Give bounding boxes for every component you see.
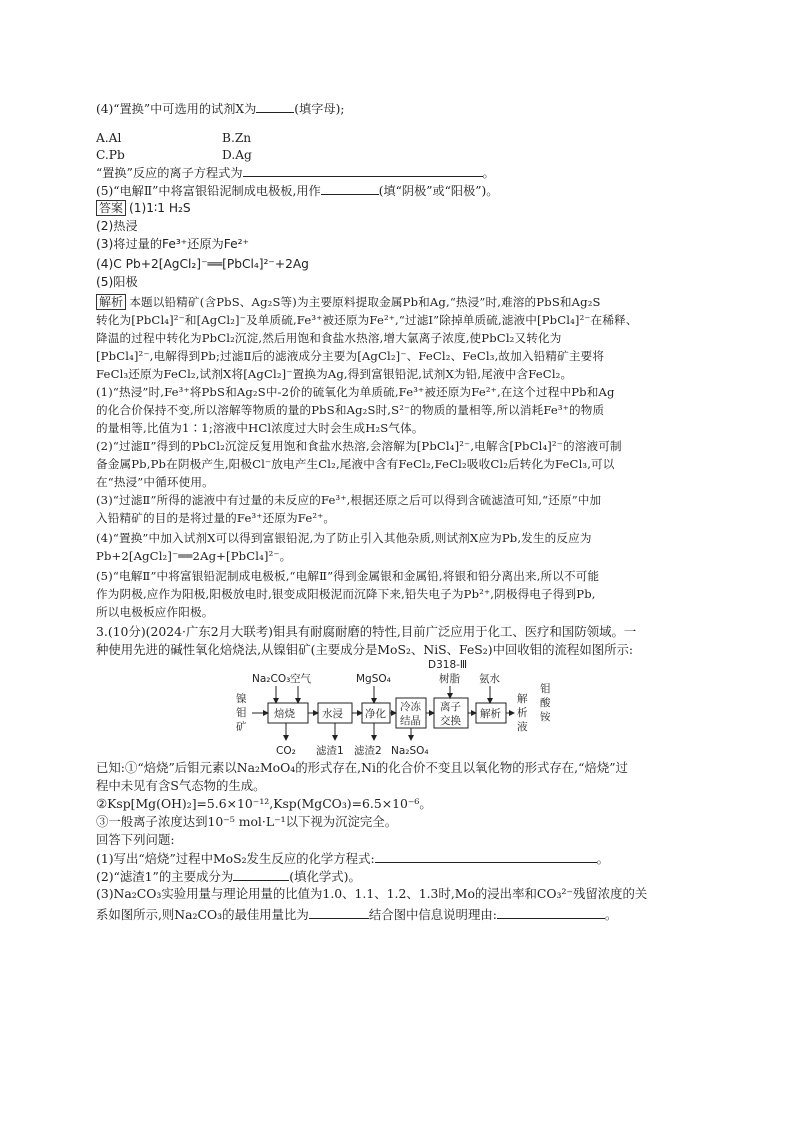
svg-text:析: 析 (517, 707, 528, 719)
svg-text:酸: 酸 (540, 697, 551, 709)
desorb-box: 解析 (480, 708, 501, 720)
answer-line-4: (4)C Pb+2[AgCl₂]⁻══[PbCl₄]²⁻+2Ag (96, 257, 309, 271)
answer-line-3: (3)将过量的Fe³⁺还原为Fe²⁺ (96, 237, 249, 251)
residue1-output-label: 滤渣1 (316, 745, 344, 757)
svg-text:镍: 镍 (236, 693, 247, 705)
ion-exchange-box: 交换 (440, 715, 461, 727)
q5-answer-blank[interactable] (321, 182, 379, 195)
analysis-line: 入铅精矿的目的是将过量的Fe³⁺还原为Fe²⁺。 (96, 511, 336, 525)
option-a: A.Al (96, 131, 122, 145)
analysis-line: [PbCl₄]²⁻,电解得到Pb;过滤Ⅱ后的滤液成分主要为[AgCl₂]⁻、FeCl₂、FeCl₃,故加入铅精矿主要将 (96, 349, 605, 363)
analysis-line: 备金属Pb,Pb在阴极产生,阳极Cl⁻放电产生Cl₂,尾液中含有FeCl₂,FeCl₂吸收Cl₂后转化为FeCl₃,可以 (96, 457, 615, 471)
q3-sub3-line-1: (3)Na₂CO₃实验用量与理论用量的比值为1.0、1.1、1.2、1.3时,Mo的浸出率和CO₃²⁻残留浓度的关 (96, 886, 648, 901)
raw-material-label (236, 692, 247, 733)
known-line-1: 已知:①“焙烧”后钼元素以Na₂MoO₄的形式存在,Ni的化合价不变且以氧化物的形式存在,“焙烧”过 (96, 760, 628, 775)
water-leach-box: 水浸 (322, 708, 343, 720)
svg-text:矿: 矿 (236, 721, 247, 733)
known-line-3: ②Ksp[Mg(OH)₂]=5.6×10⁻¹²,Ksp(MgCO₃)=6.5×10⁻⁶。 (96, 796, 432, 811)
analysis-line: 所以电极板应作阳极。 (96, 605, 214, 619)
desorb-liquid-label (517, 692, 528, 733)
q4-stem: (4)“置换”中可选用的试剂X为 (填字母); (96, 102, 345, 116)
known-line-2: 程中未见有含S气态物的生成。 (96, 778, 266, 793)
svg-text:钼: 钼 (236, 707, 247, 719)
analysis-line: Pb+2[AgCl₂]⁻══2Ag+[PbCl₄]²⁻。 (96, 549, 292, 563)
analysis-line: 转化为[PbCl₄]²⁻和[AgCl₂]⁻及单质硫,Fe³⁺被还原为Fe²⁺,“过滤Ⅰ”除掉单质硫,滤液中[PbCl₄]²⁻在稀释、 (96, 313, 638, 327)
analysis-line: 的化合价保持不变,所以溶解等物质的量的PbS和Ag₂S时,S²⁻的物质的量相等,所以消耗Fe³⁺的物质 (96, 403, 605, 417)
answer-line-2: (2)热浸 (96, 219, 138, 233)
freeze-crystallize-box: 结晶 (400, 715, 421, 727)
known-line-4: ③一般离子浓度达到10⁻⁵ mol·L⁻¹以下视为沉淀完全。 (96, 814, 398, 829)
purify-box: 净化 (365, 708, 386, 720)
svg-text:解: 解 (517, 693, 528, 705)
na2so4-output-label: Na₂SO₄ (391, 745, 429, 757)
q3-sub1-blank[interactable] (375, 850, 597, 863)
analysis-line: (1)“热浸”时,Fe³⁺将PbS和Ag₂S中-2价的硫氧化为单质硫,Fe³⁺被还原为Fe²⁺,在这个过程中Pb和Ag (96, 385, 615, 399)
q4-answer-blank[interactable] (256, 100, 294, 113)
analysis-line: (3)“过滤Ⅱ”所得的滤液中有过量的未反应的Fe³⁺,根据还原之后可以得到含硫滤渣可知,“还原”中加 (96, 493, 602, 507)
freeze-crystallize-box: 冷冻 (400, 701, 421, 713)
product-label (540, 682, 551, 723)
q3-sub2: (2)“滤渣1”的主要成分为 (填化学式)。 (96, 869, 361, 884)
answer-line-1: 答案 (1)1∶1 H₂S (96, 200, 191, 216)
q3-intro-line-1: 3.(10分)(2024·广东2月大联考)钼具有耐腐耐磨的特性,目前广泛应用于化工、医疗和国防领域。一 (96, 624, 637, 639)
process-flow-diagram (230, 656, 560, 760)
answer-prompt: 回答下列问题: (96, 832, 175, 847)
analysis-line: FeCl₃还原为FeCl₂,试剂X将[AgCl₂]⁻置换为Ag,得到富银铅泥,试剂X为铅,尾液中含FeCl₂。 (96, 367, 573, 381)
option-c: C.Pb (96, 148, 125, 162)
svg-text:铵: 铵 (540, 711, 551, 723)
analysis-line: 降温的过程中转化为PbCl₂沉淀,然后用饱和食盐水热溶,增大氯离子浓度,使PbCl₂又转化为 (96, 331, 562, 345)
q5-stem: (5)“电解Ⅱ”中将富银铅泥制成电极板,用作 (填“阴极”或“阳极”)。 (96, 184, 499, 198)
q3-sub1: (1)写出“焙烧”过程中MoS₂发生反应的化学方程式: 。 (96, 851, 610, 866)
resin-input-label: 树脂 (439, 673, 460, 685)
air-input-label: 空气 (290, 673, 311, 685)
option-d: D.Ag (222, 148, 252, 162)
analysis-line: 在“热浸”中循环使用。 (96, 475, 214, 489)
svg-text:液: 液 (517, 721, 528, 733)
co2-output-label: CO₂ (276, 745, 296, 757)
roast-box: 焙烧 (274, 708, 295, 720)
residue2-output-label: 滤渣2 (354, 745, 382, 757)
analysis-line: (2)“过滤Ⅱ”得到的PbCl₂沉淀反复用饱和食盐水热溶,会溶解为[PbCl₄]²⁻,电解含[PbCl₄]²⁻的溶液可制 (96, 439, 622, 453)
q3-sub3-reason-blank[interactable] (497, 906, 605, 919)
q3-sub3-line-2: 系如图所示,则Na₂CO₃的最佳用量比为 结合图中信息说明理由: 。 (96, 907, 618, 922)
q3-intro-line-2: 种使用先进的碱性氧化焙烧法,从镍钼矿(主要成分是MoS₂、NiS、FeS₂)中回收钼的流程如图所示: (96, 642, 634, 657)
answer-line-5: (5)阳极 (96, 275, 138, 289)
mgso4-input-label: MgSO₄ (356, 673, 391, 685)
analysis-line: (4)“置换”中加入试剂X可以得到富银铅泥,为了防止引入其他杂质,则试剂X应为Pb,发生的反应为 (96, 531, 592, 545)
answer-tag: 答案 (96, 200, 126, 216)
analysis-line: 解析 本题以铅精矿(含PbS、Ag₂S等)为主要原料提取金属Pb和Ag,“热浸”时,难溶的PbS和Ag₂S (96, 294, 601, 310)
analysis-line: 作为阴极,应作为阳极,阳极放电时,银变成阳极泥而沉降下来,铅失电子为Pb²⁺,阴极得电子得到Pb, (96, 587, 596, 601)
svg-text:钼: 钼 (540, 683, 551, 695)
q4-ion-equation: “置换”反应的离子方程式为 。 (96, 166, 495, 180)
analysis-tag: 解析 (96, 294, 126, 310)
q3-sub3-ratio-blank[interactable] (309, 906, 369, 919)
analysis-line: (5)“电解Ⅱ”中将富银铅泥制成电极板,“电解Ⅱ”得到金属银和金属铅,将银和铅分离出来,所以不可能 (96, 569, 600, 583)
na2co3-input-label: Na₂CO₃ (252, 673, 291, 685)
q4-ion-blank[interactable] (243, 164, 483, 177)
analysis-line: 的量相等,比值为1∶1;溶液中HCl浓度过大时会生成H₂S气体。 (96, 421, 424, 435)
resin-code-label: D318-Ⅲ (428, 659, 468, 671)
option-b: B.Zn (222, 131, 252, 145)
q3-sub2-blank[interactable] (233, 868, 289, 881)
ion-exchange-box: 离子 (440, 701, 461, 713)
ammonia-input-label: 氨水 (479, 673, 500, 685)
